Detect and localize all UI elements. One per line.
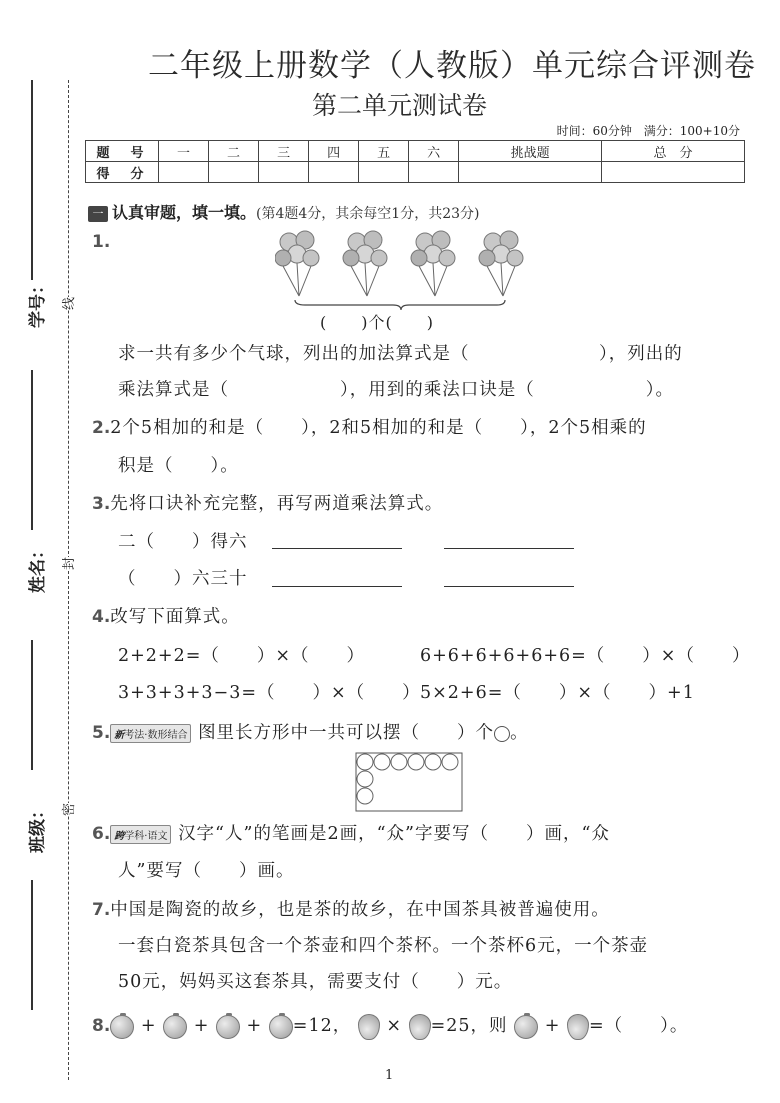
balloon-bunch [275,231,319,296]
question-number: 8. [92,1016,111,1036]
table-cell: 六 [409,141,459,162]
table-cell: 得 分 [86,162,159,183]
q4-expr-c: 3+3+3+3−3=（ ）×（ ） [118,683,421,703]
q8-line: 8. + + + =12， × =25，则 + =（ ）。 [92,1012,688,1040]
table-cell: 四 [309,141,359,162]
score-field[interactable] [602,162,745,183]
apple-icon [269,1015,293,1039]
q1-line1: 求一共有多少个气球，列出的加法算式是（ ），列出的 [118,344,683,364]
q7-line3: 50元，妈妈买这套茶具，需要支付（ ）元。 [118,972,513,992]
pear-icon [409,1014,431,1040]
answer-line[interactable] [444,530,574,553]
section-note: (第4题4分，其余每空1分，共23分) [256,206,480,222]
q3-row2: （ ）六三十 [118,569,248,589]
question-number: 5. [92,723,111,743]
table-cell: 二 [209,141,259,162]
q6-line2: 人”要写（ ）画。 [118,861,295,881]
class-label: 班级： [28,802,48,853]
brace-label: ( )个( ) [320,313,434,332]
q4-expr-b: 6+6+6+6+6+6=（ ）×（ ） [420,646,751,666]
q4-expr-a: 2+2+2=（ ）×（ ） [118,646,366,666]
apple-icon [514,1015,538,1039]
question-number: 6. [92,824,111,844]
score-field[interactable] [359,162,409,183]
tag-cross-subject: 跨学科·语文 [110,825,171,844]
question-number: 4. [92,607,111,627]
q5-line1: 5. 新考法·数形结合 图里长方形中一共可以摆（ ）个 。 [92,723,529,743]
table-cell: 挑战题 [459,141,602,162]
score-table-score-row [86,162,745,183]
answer-line[interactable] [272,568,402,591]
balloons-figure [275,228,545,310]
page-title: 二年级上册数学（人教版）单元综合评测卷 [148,48,756,84]
apple-icon [110,1015,134,1039]
score-field[interactable] [209,162,259,183]
page-number: 1 [385,1068,394,1083]
q7-line1: 7.中国是陶瓷的故乡，也是茶的故乡，在中国茶具被普遍使用。 [92,900,610,920]
balloon-bunch [479,231,523,296]
q6-line1: 6. 跨学科·语文 汉字“人”的笔画是2画，“众”字要写（ ）画，“众 [92,824,610,844]
tag-new-method: 新考法·数形结合 [110,724,191,743]
margin-line-middle [31,370,33,530]
table-cell: 总 分 [602,141,745,162]
score-field[interactable] [159,162,209,183]
mark-secret: 密 [56,803,79,816]
time-limit: 时间：60分钟 [556,124,632,138]
question-number: 3. [92,494,111,514]
q3-row1: 二（ ）得六 [118,532,248,552]
pear-icon [358,1014,380,1040]
section-badge: 一 [88,206,108,222]
score-table-header-row [86,141,745,162]
score-field[interactable] [459,162,602,183]
q7-line2: 一套白瓷茶具包含一个茶壶和四个茶杯。一个茶杯6元，一个茶壶 [118,936,649,956]
margin-line-top [31,80,33,280]
q1-line2: 乘法算式是（ ），用到的乘法口诀是（ ）。 [118,380,674,400]
q4-line1: 4.改写下面算式。 [92,607,240,627]
full-score: 满分：100+10分 [643,124,740,138]
apple-icon [216,1015,240,1039]
circle-icon [494,726,510,742]
margin-line-lower [31,640,33,770]
score-table [85,140,745,183]
name-label: 姓名： [28,542,48,593]
mark-seal: 封 [56,557,79,570]
section-heading [88,200,479,223]
question-number: 7. [92,900,111,920]
answer-line[interactable] [272,530,402,553]
exam-meta [549,122,740,139]
table-cell: 五 [359,141,409,162]
answer-line[interactable] [444,568,574,591]
score-field[interactable] [309,162,359,183]
score-field[interactable] [409,162,459,183]
student-id-label: 学号： [28,277,48,328]
q2-line2: 积是（ ）。 [118,456,239,476]
balloon-bunch [343,231,387,296]
q4-expr-d: 5×2+6=（ ）×（ ）+1 [420,683,695,703]
table-cell: 一 [159,141,209,162]
brace [295,300,505,310]
question-number: 1. [92,232,111,252]
pear-icon [567,1014,589,1040]
margin-line-bottom [31,880,33,1010]
score-field[interactable] [259,162,309,183]
q3-line1: 3.先将口诀补充完整，再写两道乘法算式。 [92,494,444,514]
rectangle-figure [355,752,463,812]
balloon-bunch [411,231,455,296]
table-cell: 三 [259,141,309,162]
mark-line: 线 [56,297,79,310]
q2-line1: 2.2个5相加的和是（ ），2和5相加的和是（ ），2个5相乘的 [92,418,647,438]
binding-dashed-line [68,80,69,1080]
table-cell: 题 号 [86,141,159,162]
page-subtitle: 第二单元测试卷 [312,91,488,120]
section-title: 认真审题，填一填。 [112,203,257,222]
apple-icon [163,1015,187,1039]
question-number: 2. [92,418,111,438]
